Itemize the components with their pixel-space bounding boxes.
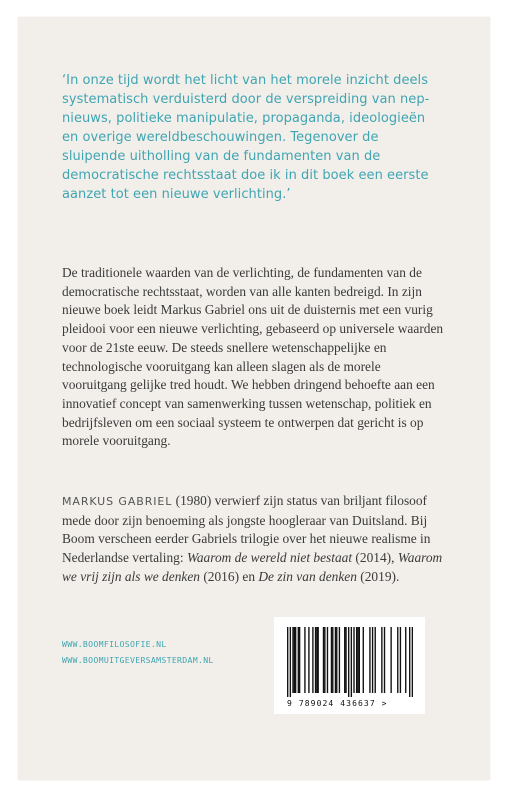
barcode-bar: [292, 627, 293, 693]
barcode-area: [274, 617, 425, 714]
book-title-3: De zin van denken: [258, 568, 357, 584]
barcode-bar: [324, 627, 325, 693]
author-bio: [62, 492, 448, 587]
book-title-2: Waarom we vrij zijn als we denken: [62, 550, 443, 584]
barcode-bar: [312, 627, 313, 693]
barcode-bar: [336, 627, 337, 693]
barcode-bar: [290, 627, 291, 697]
pull-quote: ‘In onze tijd wordt het licht van het morele inzicht deels systematisch verduisterd door de verspreiding van nep-nieuws, politieke manipulatie, propaganda, ideologieën en overige wereldbeschouwingen. Tegenover de sluipende uitholling van de fundamenten van de democratische rechtsstaat doe ik in dit boek een eerste aanzet tot een nieuwe verlichting.’: [62, 73, 430, 202]
barcode-bar: [409, 627, 410, 697]
barcode-bar: [405, 627, 406, 693]
barcode-bar: [375, 627, 376, 693]
barcode-bar: [299, 627, 300, 693]
barcode-bar: [357, 627, 358, 693]
barcode-bar: [339, 627, 340, 693]
barcode-bar: [295, 627, 296, 693]
book-title-1: Waarom de wereld niet bestaat: [186, 550, 353, 566]
bio-text-1: (1980) verwierf zijn status van briljant filosoof mede door zijn benoeming als jongste hoogleraar van Duitsland. Bij Boom verscheen eerder Gabriels trilogie over het nieuwe realisme in Nederlandse vertaling:: [62, 493, 431, 566]
barcode-bar: [315, 627, 316, 693]
link-boomuitgevers[interactable]: WWW.BOOMUITGEVERSAMSTERDAM.NL: [62, 655, 214, 665]
barcode-bar: [294, 627, 295, 693]
book-description: De traditionele waarden van de verlichting, de fundamenten van de democratische rechtsstaat, worden van alle kanten bedreigd. In zijn nieuwe boek leidt Markus Gabriel ons uit de duisternis met een vurig pleidooi voor een nieuwe verlichting, gebaseerd op universele waarden voor de 21ste eeuw. De steeds snellere wetenschappelijke en technologische vooruitgang kan alleen slagen als de morele vooruitgang gelijke tred houdt. We hebben dringend behoefte aan een innovatief concept van samenwerking tussen wetenschap, politiek en bedrijfsleven om een sociaal systeem te ontwerpen dat gericht is op morele vooruitgang.: [62, 265, 444, 449]
barcode-bar: [345, 627, 346, 693]
barcode-bar: [372, 627, 373, 693]
barcode-bar: [369, 627, 370, 693]
barcode-bar: [381, 627, 382, 693]
bio-text-2: (2014),: [352, 550, 398, 566]
barcode-bar: [318, 627, 319, 693]
barcode-bar: [363, 627, 364, 693]
barcode-bar: [298, 627, 299, 693]
barcode-bar: [332, 627, 333, 693]
barcode-bar: [353, 627, 354, 693]
barcode-bar: [323, 627, 324, 693]
barcode-bar: [308, 627, 309, 693]
bio-text-3: (2016) en: [199, 568, 259, 584]
barcode-bar: [304, 627, 305, 693]
author-name: MARKUS GABRIEL: [62, 495, 173, 508]
barcode-bar: [316, 627, 317, 693]
barcode-bar: [344, 627, 345, 693]
barcode-bar: [287, 627, 288, 697]
barcode-bar: [351, 627, 352, 697]
barcode-bar: [397, 627, 398, 693]
barcode-bar: [400, 627, 401, 693]
link-boomfilosofie[interactable]: WWW.BOOMFILOSOFIE.NL: [62, 639, 167, 649]
barcode-bar: [327, 627, 328, 693]
barcode-bar: [356, 627, 357, 693]
barcode-bar: [412, 627, 413, 697]
barcode-bar: [384, 627, 385, 693]
website-links: [62, 636, 214, 668]
isbn-number: 9 789024 436637 >: [287, 699, 388, 708]
barcode-bar: [348, 627, 349, 697]
barcode-bar: [331, 627, 332, 693]
barcode-image: [287, 627, 413, 697]
barcode-bar: [359, 627, 360, 693]
barcode-bar: [335, 627, 336, 693]
barcode-bar: [390, 627, 391, 693]
bio-text-4: (2019).: [356, 568, 400, 584]
